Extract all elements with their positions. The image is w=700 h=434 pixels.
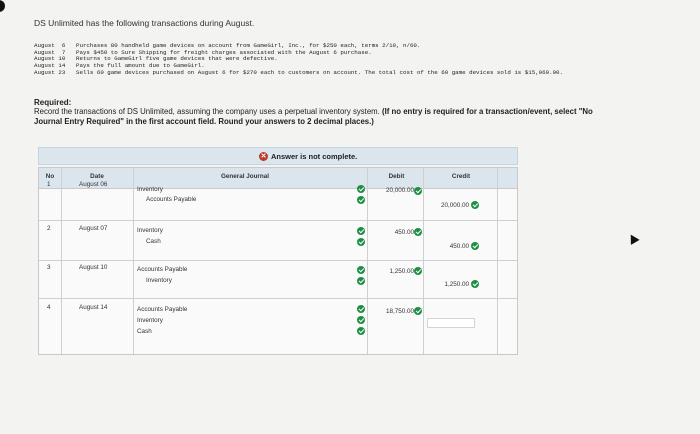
transaction-row: August 14 Pays the full amount due to GameGirl.: [34, 62, 205, 70]
col-header-no: No: [45, 173, 55, 180]
col-header-account: General Journal: [221, 173, 269, 180]
debit-field[interactable]: 18,750.00: [385, 308, 414, 315]
account-field[interactable]: Inventory: [137, 186, 163, 193]
row-no: 4: [47, 304, 51, 311]
correct-check-icon: [357, 238, 365, 246]
correct-check-icon: [471, 280, 479, 288]
transaction-row: August 6 Purchases 80 handheld game devices on account from GameGirl, Inc., for $250 each, terms 2/10, n/60.: [34, 42, 421, 49]
row-date[interactable]: August 14: [79, 304, 108, 311]
transactions-list: [34, 43, 596, 77]
account-field[interactable]: Inventory: [137, 317, 163, 324]
correct-check-icon: [471, 242, 479, 250]
correct-check-icon: [414, 228, 422, 236]
debit-field[interactable]: 1,250.00: [389, 268, 414, 275]
transaction-row: August 23 Sells 60 game devices purchased on August 6 for $270 each to customers on account. The total cost of the 60 game devices sold is $15,060.00.: [34, 68, 564, 76]
row-no: 1: [47, 181, 51, 188]
correct-check-icon: [414, 187, 422, 195]
debit-field[interactable]: 20,000.00: [385, 187, 414, 194]
correct-check-icon: [414, 307, 422, 315]
correct-check-icon: [357, 305, 365, 313]
col-header-debit: Debit: [388, 173, 405, 180]
correct-check-icon: [357, 227, 365, 235]
col-header-date: Date: [90, 173, 104, 180]
correct-check-icon: [471, 201, 479, 209]
correct-check-icon: [357, 266, 365, 274]
debit-field[interactable]: 450.00: [394, 229, 414, 236]
account-field[interactable]: Inventory: [137, 227, 163, 234]
credit-field-empty[interactable]: [427, 318, 475, 328]
account-field[interactable]: Cash: [146, 238, 161, 245]
journal-table: [38, 167, 518, 355]
row-date[interactable]: August 07: [79, 225, 108, 232]
correct-check-icon: [357, 316, 365, 324]
error-x-icon: ✕: [260, 153, 267, 160]
row-no: 2: [47, 225, 51, 232]
account-field[interactable]: Accounts Payable: [137, 266, 188, 273]
transaction-row: August 7 Pays $450 to Sure Shipping for freight charges associated with the August 6 purchase.: [34, 48, 372, 56]
correct-check-icon: [414, 267, 422, 275]
required-text: Record the transactions of DS Unlimited, assuming the company uses a perpetual inventory system. (If no entry is required for a transaction/event, select "No Journal Entry Required" in the first account field. Round your answers to 2 decimal places.): [34, 107, 593, 126]
correct-check-icon: [357, 327, 365, 335]
mouse-cursor-icon: [626, 232, 639, 245]
correct-check-icon: [357, 196, 365, 204]
row-no: 3: [47, 264, 51, 271]
answer-status-text: Answer is not complete.: [271, 152, 358, 161]
account-field[interactable]: Cash: [137, 328, 152, 335]
account-field[interactable]: Accounts Payable: [137, 306, 188, 313]
correct-check-icon: [357, 277, 365, 285]
account-field[interactable]: Accounts Payable: [146, 196, 197, 203]
row-date[interactable]: August 10: [79, 264, 108, 271]
credit-field[interactable]: 20,000.00: [440, 202, 469, 209]
correct-check-icon: [357, 185, 365, 193]
row-date[interactable]: August 06: [79, 181, 108, 188]
col-header-credit: Credit: [451, 173, 471, 180]
required-heading: Required:: [34, 98, 72, 107]
transaction-row: August 10 Returns to GameGirl five game devices that were defective.: [34, 55, 278, 63]
credit-field[interactable]: 450.00: [449, 243, 469, 250]
problem-title: DS Unlimited has the following transactions during August.: [34, 18, 255, 28]
credit-field[interactable]: 1,250.00: [444, 281, 469, 288]
answer-status-banner: [38, 147, 518, 165]
edge-marker: [0, 0, 5, 12]
account-field[interactable]: Inventory: [146, 277, 172, 284]
